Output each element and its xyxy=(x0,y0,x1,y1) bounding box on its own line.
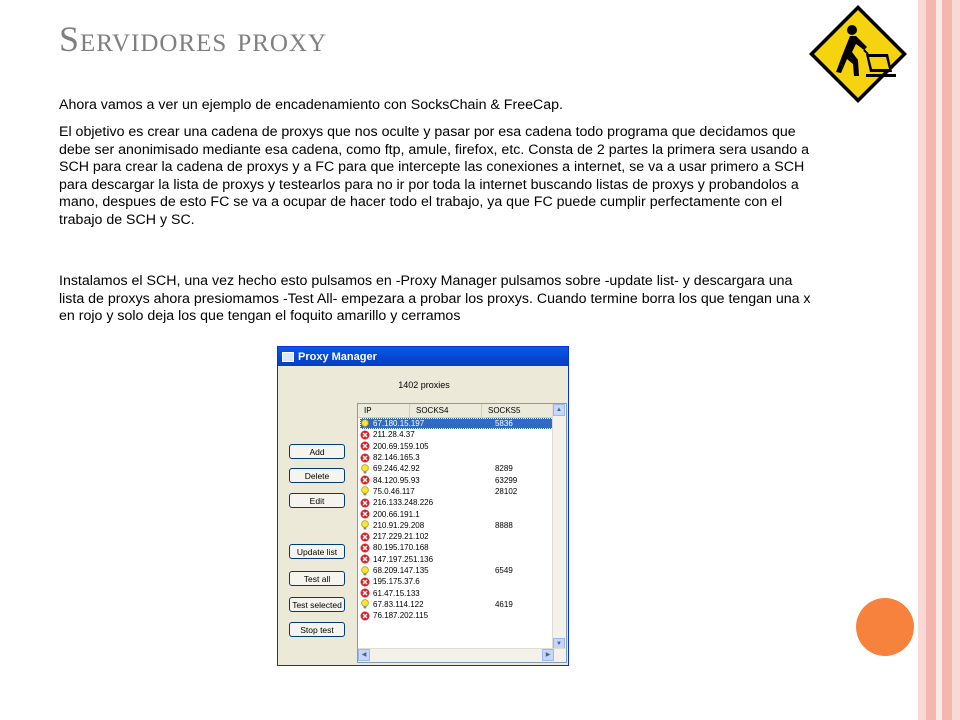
row-ip: 147.197.251.136 xyxy=(373,554,434,564)
stop-test-button[interactable]: Stop test xyxy=(289,622,345,637)
table-row[interactable] xyxy=(360,418,554,429)
row-socks5: 4619 xyxy=(494,599,513,609)
row-ip: 67.83.114.122 xyxy=(373,599,424,609)
horizontal-scrollbar[interactable] xyxy=(358,648,567,662)
error-x-icon xyxy=(360,611,370,621)
bulb-icon xyxy=(360,566,370,576)
construction-worker-sign-icon xyxy=(806,2,910,106)
test-all-button[interactable]: Test all xyxy=(289,571,345,586)
row-ip: 217.229.21.102 xyxy=(373,532,429,542)
error-x-icon xyxy=(360,554,370,564)
bulb-icon xyxy=(360,464,370,474)
edit-button[interactable]: Edit xyxy=(289,493,345,508)
row-ip: 211.28.4.37 xyxy=(373,430,415,440)
row-ip: 76.187.202.115 xyxy=(373,611,429,621)
vertical-scrollbar[interactable] xyxy=(552,404,566,650)
objective-text: El objetivo es crear una cadena de proxys que nos oculte y pasar por esa cadena todo programa que decidamos que debe ser anonimisado mediante esa cadena, como ftp, amule, firefox, etc. Consta de 2 partes la primera sera usando a SCH para crear la cadena de proxys y a FC para que intercepte las conexiones a internet, se va a usar primero a SCH para descargar la lista de proxys y testearlos para no ir por toda la internet buscando listas de proxys y probandolos a mano, despues de esto FC se va a ocupar de hacer todo el trabajo, ya que FC puede cumplir perfectamente con el trabajo de SCH y SC. xyxy=(59,124,809,228)
scroll-down-icon[interactable]: ▼ xyxy=(553,638,565,650)
row-socks5: 63299 xyxy=(494,475,518,485)
test-selected-button[interactable]: Test selected xyxy=(289,597,345,612)
column-header-socks4[interactable]: SOCKS4 xyxy=(410,404,482,417)
slide-title-initial: S xyxy=(59,19,81,59)
table-row[interactable] xyxy=(360,508,554,519)
table-row[interactable] xyxy=(360,576,554,587)
table-row[interactable] xyxy=(360,497,554,508)
instructions-text: Instalamos el SCH, una vez hecho esto pulsamos en -Proxy Manager pulsamos sobre -update list- y descargara una lista de proxys ahora presiomamos -Test All- empezara a probar los proxys. Cuando termine borra los que tengan una x en rojo y solo deja los que tengan el foquito amarillo y cerramos xyxy=(59,273,811,324)
intro-text: Ahora vamos a ver un ejemplo de encadenamiento con SocksChain & FreeCap. xyxy=(59,97,563,113)
error-x-icon xyxy=(360,577,370,587)
row-socks5: 28102 xyxy=(494,486,518,496)
table-row[interactable] xyxy=(360,554,554,565)
row-socks5: 6549 xyxy=(494,566,513,575)
table-row[interactable] xyxy=(360,520,554,531)
table-row[interactable] xyxy=(360,565,554,576)
error-x-icon xyxy=(360,588,370,598)
table-row[interactable] xyxy=(360,542,554,553)
table-row[interactable] xyxy=(360,599,554,610)
row-socks5: 8289 xyxy=(494,464,513,474)
table-row[interactable] xyxy=(360,463,554,474)
row-ip: 82.146.165.3 xyxy=(373,453,420,463)
error-x-icon xyxy=(360,509,370,519)
proxy-list[interactable] xyxy=(357,403,567,663)
proxy-manager-window xyxy=(277,346,569,666)
row-socks5: 5836 xyxy=(494,419,513,429)
error-x-icon xyxy=(360,532,370,542)
row-ip: 75.0.46.117 xyxy=(373,486,415,496)
row-socks5: 8888 xyxy=(494,520,513,530)
app-icon xyxy=(282,352,294,362)
row-ip: 61.47.15.133 xyxy=(373,588,420,598)
add-button[interactable]: Add xyxy=(289,444,345,459)
error-x-icon xyxy=(360,453,370,463)
row-ip: 68.209.147.135 xyxy=(373,566,429,575)
scroll-left-icon[interactable]: ◀ xyxy=(358,649,370,661)
table-row[interactable] xyxy=(360,452,554,463)
delete-button[interactable]: Delete xyxy=(289,468,345,483)
row-ip: 69.246.42.92 xyxy=(373,464,420,474)
table-row[interactable] xyxy=(360,587,554,598)
row-ip: 200.66.191.1 xyxy=(373,509,420,519)
error-x-icon xyxy=(360,543,370,553)
row-ip: 216.133.248.226 xyxy=(373,498,434,508)
bulb-icon xyxy=(360,486,370,496)
error-x-icon xyxy=(360,430,370,440)
update-list-button[interactable]: Update list xyxy=(289,544,345,559)
bulb-icon xyxy=(360,599,370,609)
row-ip: 210.91.29.208 xyxy=(373,520,425,530)
table-row[interactable] xyxy=(360,610,554,621)
column-header-socks5[interactable]: SOCKS5 xyxy=(482,404,554,417)
error-x-icon xyxy=(360,498,370,508)
slide-title-rest: ervidores proxy xyxy=(80,19,328,59)
table-row[interactable] xyxy=(360,441,554,452)
slide-title xyxy=(59,18,327,60)
row-ip: 67.180.15.197 xyxy=(373,419,425,429)
column-header-ip[interactable]: IP xyxy=(358,404,410,417)
window-titlebar[interactable] xyxy=(278,347,568,366)
bulb-icon xyxy=(360,520,370,530)
scroll-right-icon[interactable]: ▶ xyxy=(542,649,554,661)
error-x-icon xyxy=(360,441,370,451)
row-ip: 200.69.159.105 xyxy=(373,441,429,451)
row-ip: 195.175.37.6 xyxy=(373,577,420,587)
table-row[interactable] xyxy=(360,486,554,497)
table-row[interactable] xyxy=(360,429,554,440)
scroll-up-icon[interactable]: ▲ xyxy=(553,404,565,416)
decorative-stripes xyxy=(918,0,960,720)
list-rows xyxy=(360,418,554,621)
window-title: Proxy Manager xyxy=(298,350,377,363)
row-ip: 84.120.95.93 xyxy=(373,475,420,485)
bulb-icon xyxy=(360,419,370,429)
error-x-icon xyxy=(360,475,370,485)
list-header xyxy=(358,404,554,418)
table-row[interactable] xyxy=(360,474,554,485)
proxy-count: 1402 proxies xyxy=(398,380,450,390)
table-row[interactable] xyxy=(360,531,554,542)
decorative-orange-circle xyxy=(856,598,914,656)
row-ip: 80.195.170.168 xyxy=(373,543,429,553)
